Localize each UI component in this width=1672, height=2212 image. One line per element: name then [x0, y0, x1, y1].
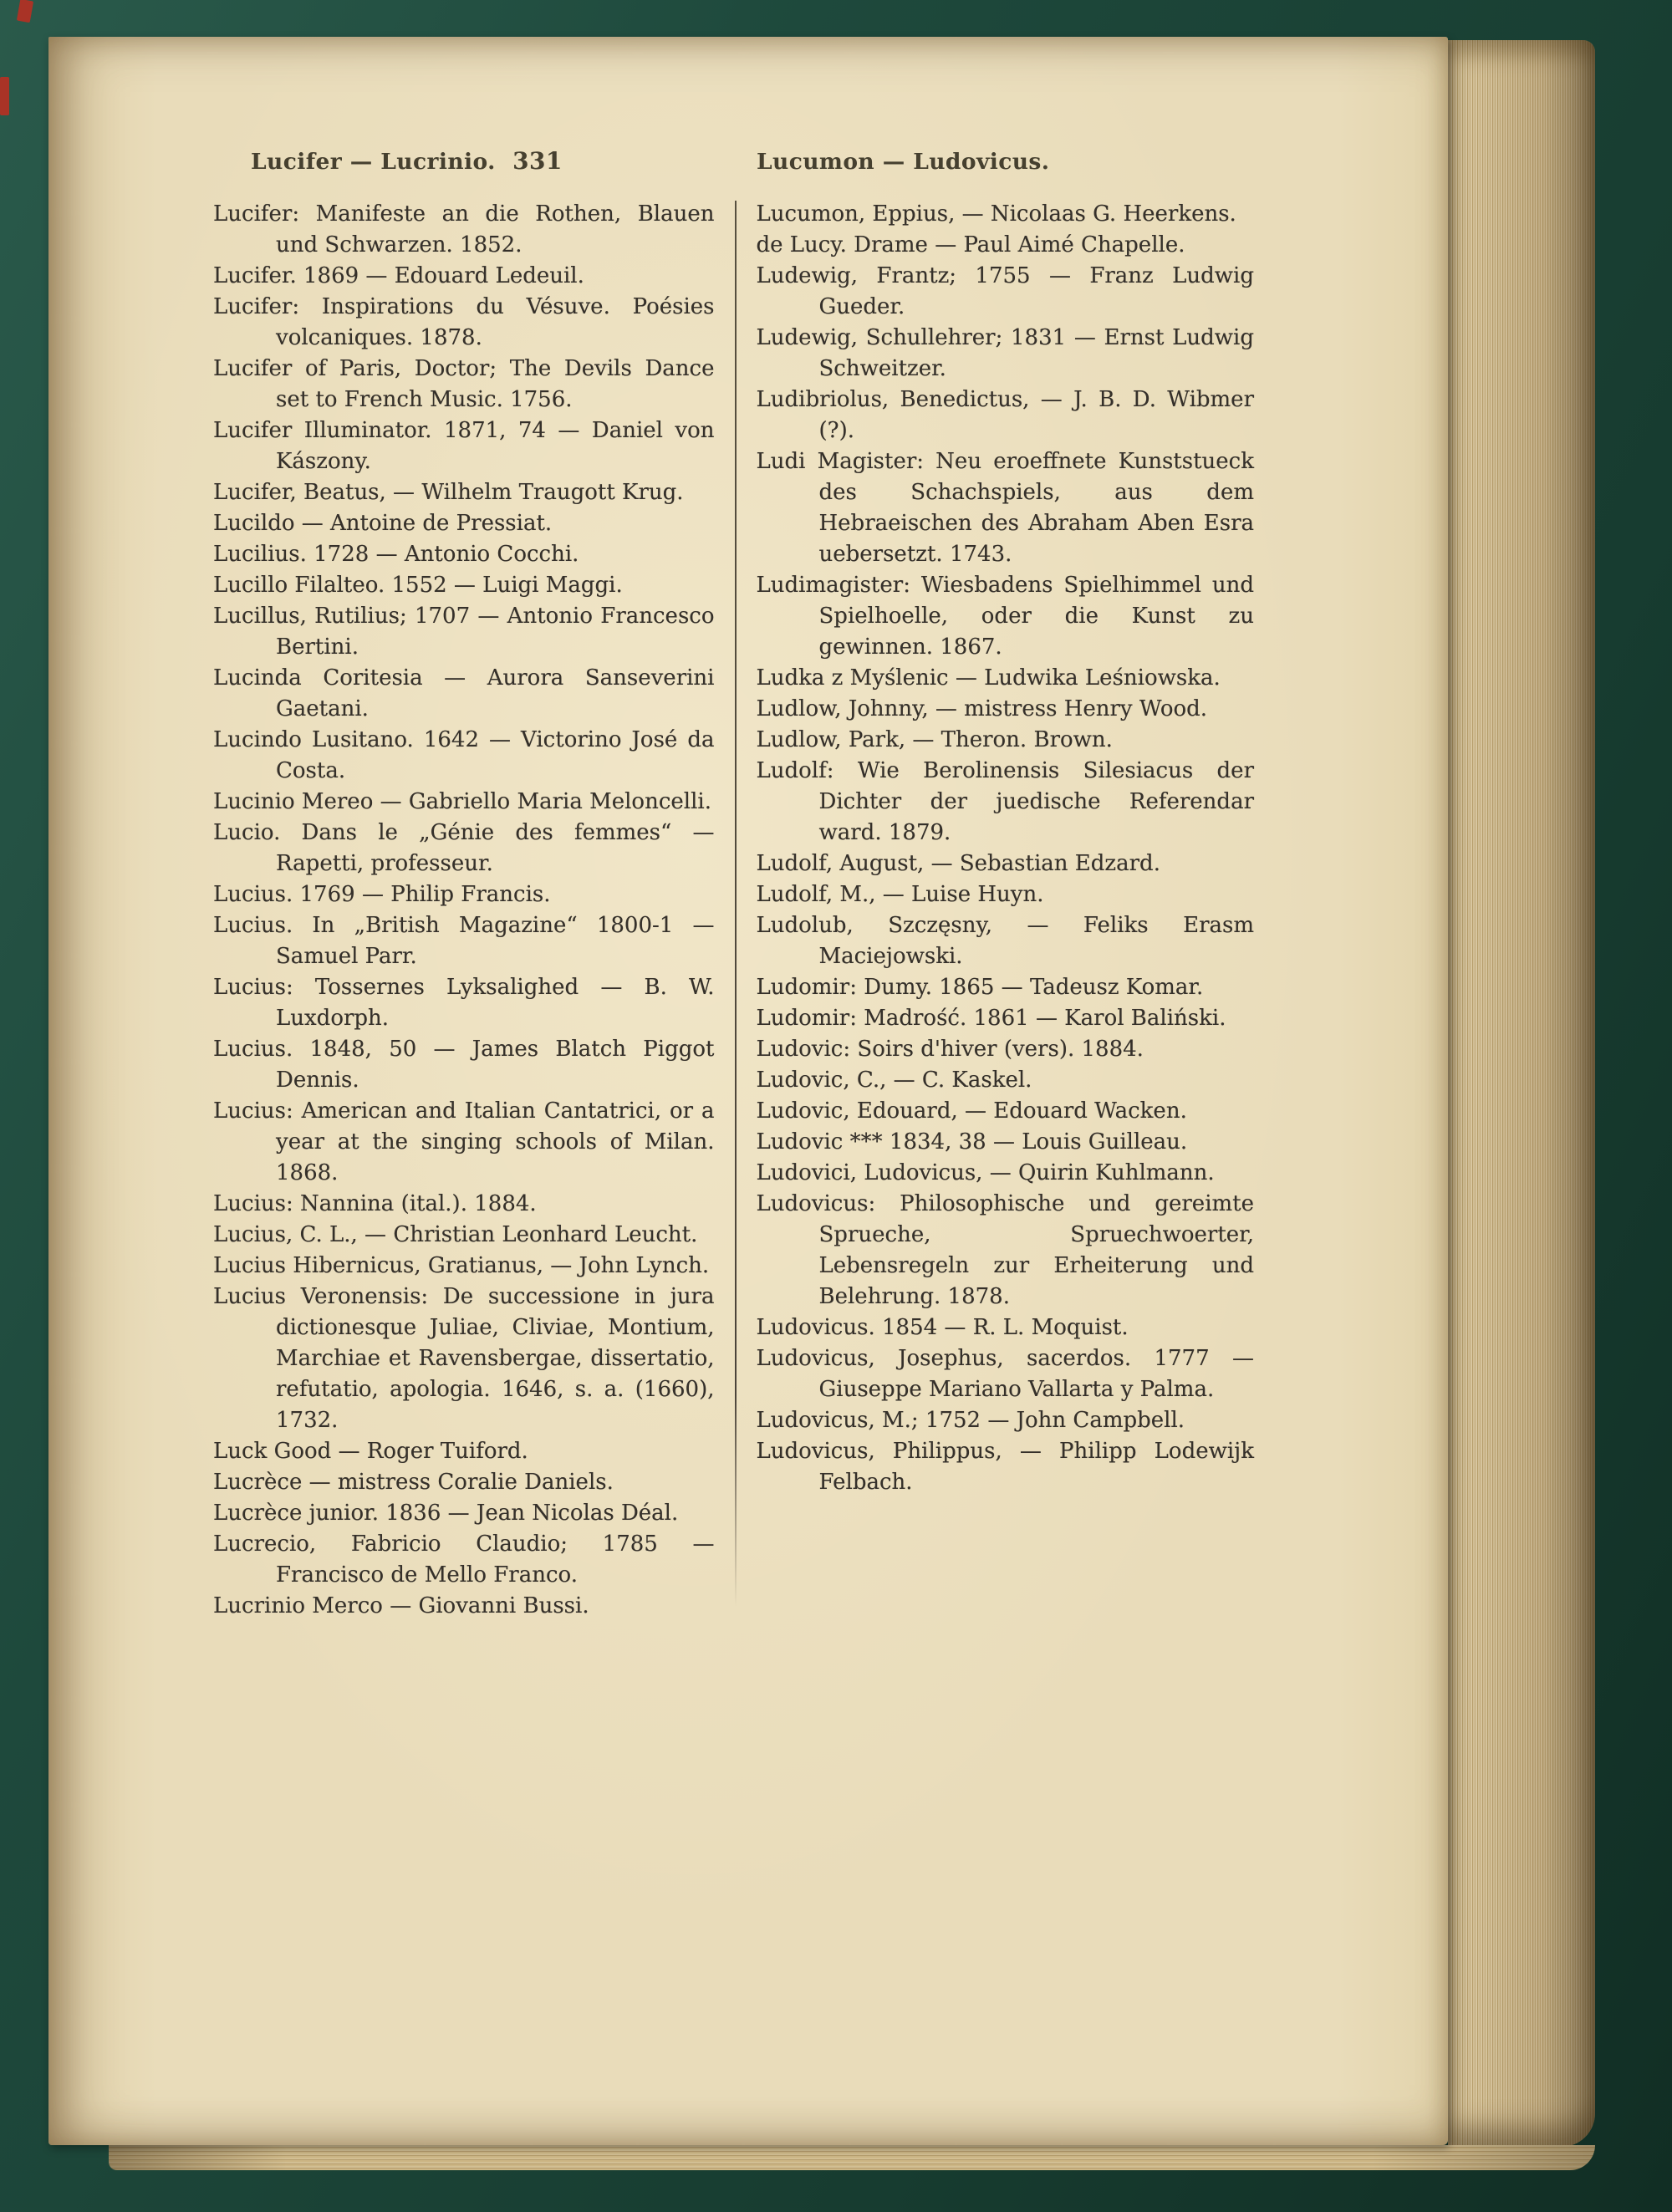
dictionary-entry: Ludovic, Edouard, — Edouard Wacken. — [756, 1098, 1187, 1124]
dictionary-entry: Lucrèce junior. 1836 — Jean Nicolas Déal. — [213, 1501, 679, 1526]
dictionary-entry: Lucinda Coritesia — Aurora Sanseverini Gaetani. — [213, 665, 715, 721]
dictionary-entry: Lucilius. 1728 — Antonio Cocchi. — [213, 542, 579, 567]
dictionary-entry: Ludovicus, Josephus, sacerdos. 1777 — Giuseppe Mariano Vallarta y Palma. — [756, 1346, 1254, 1402]
red-cover-mark — [0, 77, 9, 115]
dictionary-entry: Luck Good — Roger Tuiford. — [213, 1439, 528, 1464]
page-edges-bottom — [109, 2145, 1595, 2170]
dictionary-entry: Lucifer Illuminator. 1871, 74 — Daniel von Kászony. — [213, 418, 715, 474]
dictionary-entry: Ludi Magister: Neu eroeffnete Kunststueck des Schachspiels, aus dem Hebraeischen des Abraham Aben Esra uebersetzt. 1743. — [756, 449, 1254, 567]
dictionary-entry: Ludovicus: Philosophische und gereimte Sprueche, Spruechwoerter, Lebensregeln zur Erheiterung und Belehrung. 1878. — [756, 1191, 1254, 1309]
dictionary-entry: Lucrèce — mistress Coralie Daniels. — [213, 1470, 614, 1495]
dictionary-entry: Ludimagister: Wiesbadens Spielhimmel und Spielhoelle, oder die Kunst zu gewinnen. 1867. — [756, 573, 1254, 660]
running-header-right: Lucumon — Ludovicus. — [757, 149, 1050, 175]
page-number: 331 — [512, 147, 563, 175]
dictionary-entry: Ludlow, Johnny, — mistress Henry Wood. — [756, 696, 1208, 721]
dictionary-entry: Lucillo Filalteo. 1552 — Luigi Maggi. — [213, 573, 623, 598]
dictionary-entry: de Lucy. Drame — Paul Aimé Chapelle. — [756, 232, 1185, 257]
dictionary-entry: Ludomir: Dumy. 1865 — Tadeusz Komar. — [756, 975, 1204, 1000]
dictionary-entry: Ludewig, Schullehrer; 1831 — Ernst Ludwig Schweitzer. — [756, 325, 1254, 381]
dictionary-entry: Ludovic, C., — C. Kaskel. — [756, 1068, 1032, 1093]
dictionary-entry: Ludlow, Park, — Theron. Brown. — [756, 727, 1113, 752]
dictionary-entry: Lucifer: Inspirations du Vésuve. Poésies volcaniques. 1878. — [213, 294, 715, 350]
dictionary-entry: Ludolf, August, — Sebastian Edzard. — [756, 851, 1160, 876]
dictionary-entry: Lucius: Nannina (ital.). 1884. — [213, 1191, 537, 1216]
dictionary-entry: Ludovici, Ludovicus, — Quirin Kuhlmann. — [756, 1160, 1215, 1185]
dictionary-entry: Lucius Veronensis: De successione in jura dictionesque Juliae, Cliviae, Montium, Marchiae et Ravensbergae, dissertatio, refutatio, apologia. 1646, s. a. (1660), 1732. — [213, 1284, 715, 1433]
dictionary-entry: Lucrinio Merco — Giovanni Bussi. — [213, 1593, 589, 1618]
right-column — [757, 199, 1255, 1622]
dictionary-entry: Lucumon, Eppius, — Nicolaas G. Heerkens. — [756, 201, 1236, 227]
dictionary-entry: Lucifer: Manifeste an die Rothen, Blauen und Schwarzen. 1852. — [213, 201, 715, 257]
page-content — [213, 149, 1254, 1622]
dictionary-entry: Lucifer. 1869 — Edouard Ledeuil. — [213, 263, 584, 288]
dictionary-entry: Lucildo — Antoine de Pressiat. — [213, 511, 553, 536]
dictionary-entry: Ludibriolus, Benedictus, — J. B. D. Wibmer (?). — [756, 387, 1254, 443]
dictionary-entry: Ludovicus. 1854 — R. L. Moquist. — [756, 1315, 1129, 1340]
dictionary-entry: Ludovicus, Philippus, — Philipp Lodewijk Felbach. — [756, 1439, 1254, 1495]
book-page — [48, 37, 1448, 2145]
dictionary-entry: Ludolf: Wie Berolinensis Silesiacus der Dichter der juedische Referendar ward. 1879. — [756, 758, 1254, 845]
dictionary-entry: Lucius: Tossernes Lyksalighed — B. W. Luxdorph. — [213, 975, 715, 1031]
dictionary-entry: Lucindo Lusitano. 1642 — Victorino José da Costa. — [213, 727, 715, 783]
dictionary-entry: Ludovic *** 1834, 38 — Louis Guilleau. — [756, 1129, 1188, 1154]
text-columns — [213, 199, 1254, 1622]
dictionary-entry: Ludovicus, M.; 1752 — John Campbell. — [756, 1408, 1185, 1433]
dictionary-entry: Lucio. Dans le „Génie des femmes“ — Rapetti, professeur. — [213, 820, 715, 876]
running-header — [213, 149, 1254, 199]
dictionary-entry: Lucrecio, Fabricio Claudio; 1785 — Francisco de Mello Franco. — [213, 1532, 715, 1588]
dictionary-entry: Lucifer, Beatus, — Wilhelm Traugott Krug. — [213, 480, 684, 505]
left-column — [213, 199, 715, 1622]
dictionary-entry: Lucinio Mereo — Gabriello Maria Meloncelli. — [213, 789, 711, 814]
dictionary-entry: Lucius: American and Italian Cantatrici, or a year at the singing schools of Milan. 1868. — [213, 1098, 715, 1185]
dictionary-entry: Lucius Hibernicus, Gratianus, — John Lynch. — [213, 1253, 710, 1278]
dictionary-entry: Ludka z Myślenic — Ludwika Leśniowska. — [756, 665, 1221, 691]
page-edges-fore — [1448, 40, 1595, 2147]
dictionary-entry: Lucius. In „British Magazine“ 1800-1 — Samuel Parr. — [213, 913, 715, 969]
dictionary-entry: Lucillus, Rutilius; 1707 — Antonio Francesco Bertini. — [213, 604, 715, 660]
dictionary-entry: Lucius, C. L., — Christian Leonhard Leucht. — [213, 1222, 698, 1247]
column-divider — [735, 201, 737, 1607]
dictionary-entry: Lucius. 1769 — Philip Francis. — [213, 882, 551, 907]
dictionary-entry: Ludolub, Szczęsny, — Feliks Erasm Maciejowski. — [756, 913, 1254, 969]
running-header-left: Lucifer — Lucrinio. — [251, 149, 496, 175]
red-cover-mark — [17, 0, 33, 23]
dictionary-entry: Ludomir: Madrość. 1861 — Karol Baliński. — [756, 1006, 1226, 1031]
dictionary-entry: Ludovic: Soirs d'hiver (vers). 1884. — [756, 1037, 1144, 1062]
dictionary-entry: Ludewig, Frantz; 1755 — Franz Ludwig Gueder. — [756, 263, 1254, 319]
dictionary-entry: Ludolf, M., — Luise Huyn. — [756, 882, 1044, 907]
dictionary-entry: Lucius. 1848, 50 — James Blatch Piggot Dennis. — [213, 1037, 715, 1093]
dictionary-entry: Lucifer of Paris, Doctor; The Devils Dance set to French Music. 1756. — [213, 356, 715, 412]
